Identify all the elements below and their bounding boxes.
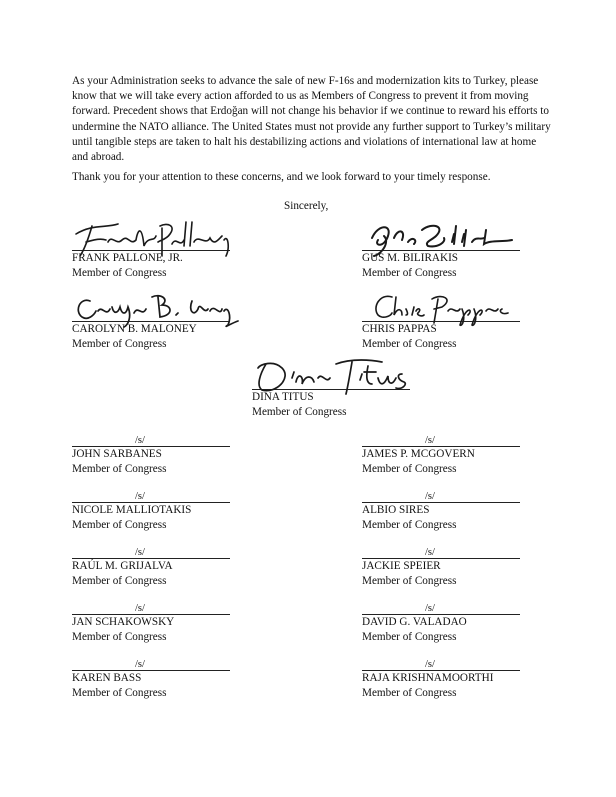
signer-name: KAREN BASS	[72, 672, 142, 684]
cosigner-block	[362, 602, 582, 645]
conformed-signature: /s/	[425, 603, 435, 614]
signer-name: CAROLYN B. MALONEY	[72, 323, 197, 335]
signer-name: JACKIE SPEIER	[362, 560, 441, 572]
signer-title: Member of Congress	[72, 266, 167, 279]
signature-block-bilirakis	[362, 250, 582, 281]
cosigner-block	[362, 658, 582, 701]
signer-name: NICOLE MALLIOTAKIS	[72, 504, 192, 516]
conformed-signature: /s/	[425, 547, 435, 558]
signer-name: RAÚL M. GRIJALVA	[72, 560, 173, 572]
signer-name: JAMES P. MCGOVERN	[362, 448, 475, 460]
cosigner-block	[72, 546, 292, 589]
signer-title: Member of Congress	[72, 686, 167, 699]
signature-block-titus	[252, 389, 472, 420]
body-paragraph-2: Thank you for your attention to these concerns, and we look forward to your timely response.	[72, 171, 491, 183]
conformed-signature: /s/	[135, 491, 145, 502]
signer-title: Member of Congress	[72, 574, 167, 587]
signer-title: Member of Congress	[362, 266, 457, 279]
closing-salutation: Sincerely,	[284, 200, 329, 212]
signature-line	[72, 602, 230, 615]
signer-title: Member of Congress	[252, 405, 347, 418]
cosigner-block	[72, 658, 292, 701]
signature-block-maloney	[72, 321, 292, 352]
signer-title: Member of Congress	[362, 337, 457, 350]
signer-name: FRANK PALLONE, JR.	[72, 252, 183, 264]
signer-name: DINA TITUS	[252, 391, 314, 403]
conformed-signature: /s/	[135, 659, 145, 670]
signer-title: Member of Congress	[362, 686, 457, 699]
signature-line	[72, 658, 230, 671]
signature-line	[72, 546, 230, 559]
cosigner-block	[72, 434, 292, 477]
signature-line	[72, 490, 230, 503]
conformed-signature: /s/	[425, 659, 435, 670]
signer-title: Member of Congress	[362, 574, 457, 587]
cosigner-block	[362, 434, 582, 477]
signer-title: Member of Congress	[362, 630, 457, 643]
signer-title: Member of Congress	[72, 337, 167, 350]
cosigner-block	[72, 490, 292, 533]
signature-line	[362, 546, 520, 559]
cosigner-block	[72, 602, 292, 645]
conformed-signature: /s/	[135, 547, 145, 558]
cosigner-block	[362, 546, 582, 589]
conformed-signature: /s/	[135, 603, 145, 614]
signature-block-pallone	[72, 250, 292, 281]
signer-name: DAVID G. VALADAO	[362, 616, 467, 628]
signer-name: CHRIS PAPPAS	[362, 323, 437, 335]
signature-line	[362, 602, 520, 615]
body-paragraph-1: As your Administration seeks to advance the sale of new F-16s and modernization kits to Turkey, please know that we will take every action afforded to us as Members of Congress to prevent it from moving forward. Precedent shows that Erdoğan will not change his behavior if we continue to reward his efforts to undermine the NATO alliance. The United States must not provide any further support to Turkey’s military until tangible steps are taken to halt his destabilizing actions and violations of international law at home and abroad.	[72, 75, 551, 164]
signer-title: Member of Congress	[72, 462, 167, 475]
signer-name: RAJA KRISHNAMOORTHI	[362, 672, 494, 684]
cosigner-block	[362, 490, 582, 533]
signer-name: GUS M. BILIRAKIS	[362, 252, 459, 264]
signer-title: Member of Congress	[72, 518, 167, 531]
signer-name: JAN SCHAKOWSKY	[72, 616, 175, 628]
signer-title: Member of Congress	[72, 630, 167, 643]
conformed-signature: /s/	[135, 435, 145, 446]
signer-name: ALBIO SIRES	[362, 504, 430, 516]
signature-line	[72, 434, 230, 447]
signature-line	[362, 434, 520, 447]
signer-title: Member of Congress	[362, 462, 457, 475]
signer-name: JOHN SARBANES	[72, 448, 162, 460]
signature-line	[362, 658, 520, 671]
signature-block-pappas	[362, 321, 582, 352]
signer-title: Member of Congress	[362, 518, 457, 531]
conformed-signature: /s/	[425, 491, 435, 502]
signature-line	[362, 490, 520, 503]
conformed-signature: /s/	[425, 435, 435, 446]
